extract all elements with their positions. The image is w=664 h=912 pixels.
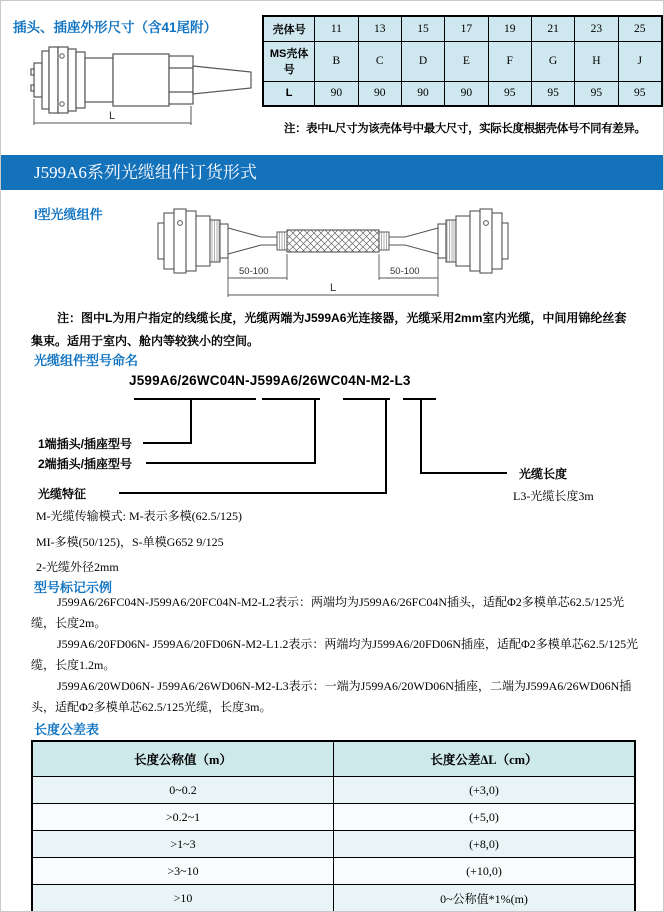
table-row: 壳体号 11 13 15 17 19 21 23 25 <box>263 16 662 41</box>
connector-line <box>420 400 422 474</box>
table-row: L 90 90 90 90 95 95 95 95 <box>263 81 662 106</box>
model-number: J599A6/26WC04N-J599A6/26WC04N-M2-L3 <box>129 373 411 388</box>
example-paragraph: J599A6/20WD06N- J599A6/26WD06N-M2-L3表示：一端为J599A6/20WD06N插座，二端为J599A6/26WD06N插头，适配Φ2多模单芯62.5/125光缆，长度3m。 <box>31 679 632 714</box>
label-cable-feature: 光缆特征 <box>38 487 87 501</box>
length-tolerance-table <box>31 740 636 912</box>
column-header-tolerance: 长度公差ΔL（cm） <box>334 741 636 777</box>
underline-segment <box>343 398 390 400</box>
table-row: >1~3 (+8,0) <box>32 831 635 858</box>
feature-line-2: MI-多模(50/125)，S-单模G652 9/125 <box>36 535 224 549</box>
connector-line <box>146 462 316 464</box>
connector-line <box>143 442 192 444</box>
dimension-label-L: L <box>109 110 116 122</box>
dimension-label-left: 50-100 <box>239 266 269 277</box>
cable-length-description: L3-光缆长度3m <box>513 489 594 503</box>
connector-line <box>190 400 192 444</box>
underline-segment <box>262 398 320 400</box>
feature-line-1: M-光缆传输模式: M-表示多模(62.5/125) <box>36 509 242 523</box>
tolerance-section-heading: 长度公差表 <box>34 722 100 737</box>
model-naming-diagram <box>1 373 664 513</box>
connector-line <box>314 400 316 464</box>
table-header-row <box>32 741 635 777</box>
series-title-banner: J599A6系列光缆组件订货形式 <box>1 155 664 190</box>
example-paragraph: J599A6/26FC04N-J599A6/20FC04N-M2-L2表示：两端均为J599A6/26FC04N插头，适配Φ2多模单芯62.5/125光缆，长度2m。 <box>31 595 625 630</box>
row-header: MS壳体号 <box>263 41 315 81</box>
section-title-outline-dimensions: 插头、插座外形尺寸（含41尾附） <box>13 20 218 35</box>
table-row: MS壳体号 B C D E F G H J <box>263 41 662 81</box>
note-line-2: 集束。适用于室内、舱内等较狭小的空间。 <box>31 334 260 348</box>
example-paragraph: J599A6/20FD06N- J599A6/20FD06N-M2-L1.2表示：两端均为J599A6/20FD06N插座，适配Φ2多模单芯62.5/125光缆，长度1.2m。 <box>31 637 639 672</box>
dimension-label-total: L <box>330 282 337 294</box>
dimension-label-right: 50-100 <box>390 266 420 277</box>
row-header: L <box>263 81 315 106</box>
shell-table-note: 注：表中L尺寸为该壳体号中最大尺寸，实际长度根据壳体号不同有差异。 <box>284 123 646 135</box>
label-end2: 2端插头/插座型号 <box>38 457 133 471</box>
connector-line <box>420 472 507 474</box>
cable-assembly-note <box>31 307 643 353</box>
naming-section-heading: 光缆组件型号命名 <box>34 353 139 368</box>
table-row: >0.2~1 (+5,0) <box>32 804 635 831</box>
label-cable-length: 光缆长度 <box>519 467 568 481</box>
connector-line <box>119 492 387 494</box>
underline-segment <box>134 398 256 400</box>
table-row: >10 0~公称值*1%(m) <box>32 885 635 912</box>
note-line-1: 注：图中L为用户指定的线缆长度，光缆两端为J599A6光连接器，光缆采用2mm室内光缆，中间用锦纶丝套 <box>57 311 627 325</box>
feature-line-3: 2-光缆外径2mm <box>36 560 119 574</box>
table-row: >3~10 (+10,0) <box>32 858 635 885</box>
column-header-nominal: 长度公称值（m） <box>32 741 334 777</box>
shell-size-table <box>262 15 663 107</box>
examples-section-heading: 型号标记示例 <box>34 580 113 595</box>
label-end1: 1端插头/插座型号 <box>38 437 133 451</box>
type1-assembly-subtitle: I型光缆组件 <box>34 207 103 222</box>
cable-assembly-drawing <box>153 198 513 304</box>
table-row: 0~0.2 (+3,0) <box>32 777 635 804</box>
connector-outline-drawing <box>29 41 259 133</box>
connector-line <box>385 400 387 494</box>
examples-block <box>31 592 645 718</box>
row-header: 壳体号 <box>263 16 315 41</box>
